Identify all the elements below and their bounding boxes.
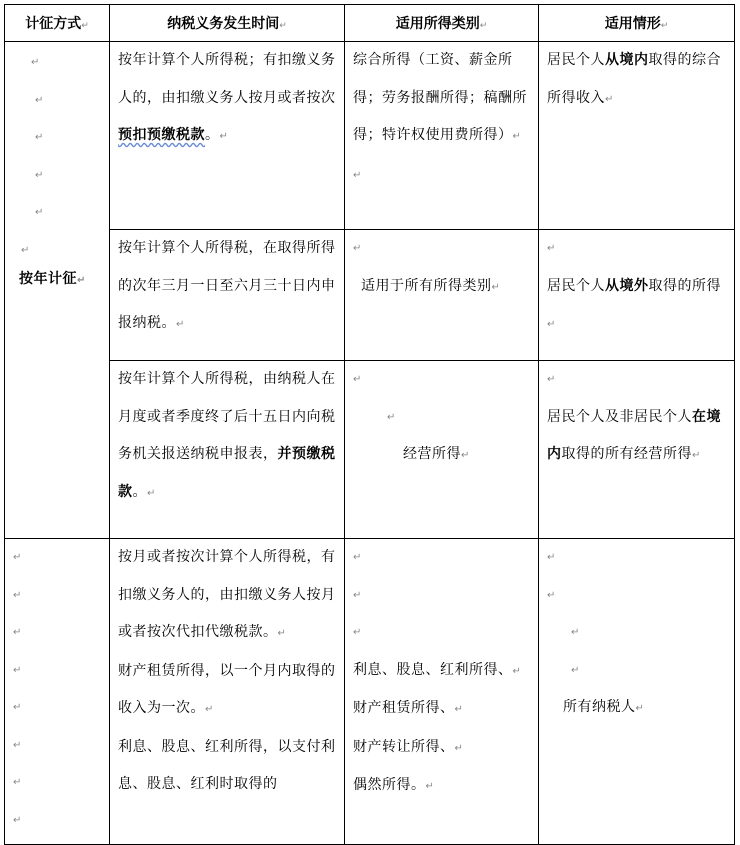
time-cell: 按年计算个人所得税，由纳税人在月度或者季度终了后十五日内向税务机关报送纳税申报表，并预缴税款。↵ [110, 361, 345, 539]
tax-table [4, 4, 735, 845]
time-cell: 按月或者按次计算个人所得税，有扣缴义务人的，由扣缴义务人按月或者按次代扣代缴税款。↵ 财产租赁所得，以一个月内取得的收入为一次。↵ 利息、股息、红利所得，以支付利息、股息、红利时取得的 [110, 539, 345, 845]
table-row [5, 361, 735, 539]
case-cell: ↵ ↵ ↵ ↵ 所有纳税人↵ [539, 539, 735, 845]
time-cell: 按年计算个人所得税；有扣缴义务人的，由扣缴义务人按月或者按次预扣预缴税款。↵ [110, 42, 345, 230]
method-label: 按年计征↵ [19, 271, 86, 287]
table-row [5, 42, 735, 230]
table-row [5, 539, 735, 845]
category-cell: 综合所得（工资、薪金所得；劳务报酬所得；稿酬所得；特许权使用费所得）↵ ↵ [345, 42, 539, 230]
method-cell-monthly: ↵ ↵ ↵ ↵ ↵ ↵ ↵ ↵ [5, 539, 110, 845]
category-cell: ↵ ↵ 经营所得↵ [345, 361, 539, 539]
header-time: 纳税义务发生时间↵ [110, 5, 345, 42]
case-cell: ↵ 居民个人及非居民个人在境内取得的所有经营所得↵ [539, 361, 735, 539]
table-row [5, 230, 735, 361]
case-cell: ↵ 居民个人从境外取得的所得↵ [539, 230, 735, 361]
header-category: 适用所得类别↵ [345, 5, 539, 42]
category-cell: ↵ 适用于所有所得类别↵ [345, 230, 539, 361]
header-method: 计征方式↵ [5, 5, 110, 42]
time-cell: 按年计算个人所得税，在取得所得的次年三月一日至六月三十日内申报纳税。↵ [110, 230, 345, 361]
header-row [5, 5, 735, 42]
header-case: 适用情形↵ [539, 5, 735, 42]
case-cell: 居民个人从境内取得的综合所得收入↵ [539, 42, 735, 230]
category-cell: ↵ ↵ ↵ 利息、股息、红利所得、↵ 财产租赁所得、↵ 财产转让所得、↵ 偶然所得。↵ [345, 539, 539, 845]
method-cell-annual: ↵ ↵ ↵ ↵ ↵ ↵ 按年计征↵ [5, 42, 110, 539]
